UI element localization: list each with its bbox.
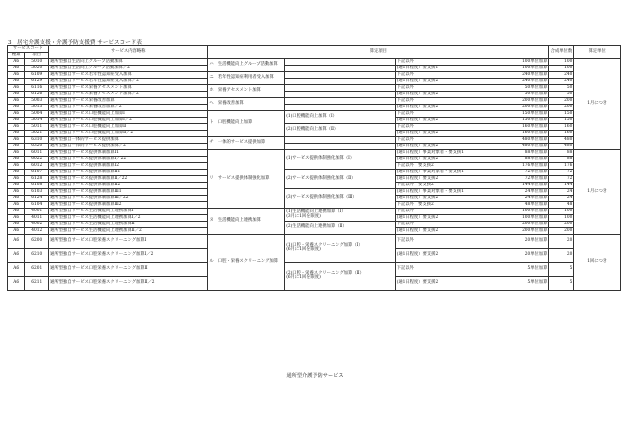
content-cell: 通所型独自サービス提供体制加算Ⅰ2	[49, 163, 208, 170]
kind-cell: A6	[8, 150, 25, 157]
condition-cell: (通1日程度）要支援2	[395, 276, 490, 290]
table-body	[8, 59, 621, 291]
kind-cell: A6	[8, 234, 25, 248]
units-cell: 100	[549, 59, 574, 66]
condition-cell: (通1日程度）要支援2	[395, 130, 490, 137]
units-cell: 200	[549, 221, 574, 228]
units-cell: 20	[549, 248, 574, 262]
calc-sub-cell	[285, 208, 395, 221]
item-cell: 6104	[25, 202, 49, 209]
content-cell: 通所型独自生活向上グループ活動加算	[49, 59, 208, 66]
amount-cell: 160単位加算	[490, 130, 549, 137]
amount-cell: 88単位加算	[490, 150, 549, 157]
item-cell: 6012	[25, 163, 49, 170]
condition-cell: 下記以外 要支援2	[395, 182, 490, 189]
condition-cell: 下記以外	[395, 111, 490, 118]
item-cell: 6109	[25, 72, 49, 79]
units-cell: 88	[549, 150, 574, 157]
content-cell: 通所型独自サービス提供体制加算Ⅰ／22	[49, 156, 208, 163]
table-row	[8, 262, 621, 276]
content-cell: 通所型独自サービス口腔栄養スクリーニング加算Ⅱ／2	[49, 276, 208, 290]
kind-cell: A6	[8, 98, 25, 105]
amount-cell: 100単位加算	[490, 65, 549, 72]
document-title: 3 居宅介護支援・介護予防支援費 サービスコード表	[8, 40, 142, 46]
footer-label: 通所型介護予防サービス	[286, 373, 344, 379]
service-code-table	[7, 45, 621, 291]
units-cell: 144	[549, 182, 574, 189]
calc-group-label: ヘ 栄養改善加算	[209, 100, 244, 106]
units-cell: 100	[549, 208, 574, 215]
item-cell: 4012	[25, 228, 49, 235]
kind-cell: A6	[8, 248, 25, 262]
item-cell: 4001	[25, 208, 49, 215]
amount-cell: 48単位加算	[490, 202, 549, 209]
calc-sub-cell	[285, 221, 395, 234]
kind-cell: A6	[8, 59, 25, 66]
amount-cell: 24単位加算	[490, 195, 549, 202]
condition-cell: 下記以外	[395, 59, 490, 66]
unit-basis-cell: 1月につき	[574, 150, 621, 235]
item-header: 項目	[25, 52, 49, 59]
condition-cell: (通1日程度）要支援1	[395, 65, 490, 72]
item-cell: 6108	[25, 182, 49, 189]
units-cell: 150	[549, 117, 574, 124]
calc-sub-label: (1)口腔・栄養スクリーニング加算（Ⅰ）	[286, 242, 363, 248]
condition-cell: (通1日程度）要支援2	[395, 176, 490, 183]
content-cell: 通所型独自サービス口腔栄養スクリーニング加算Ⅱ	[49, 262, 208, 276]
condition-cell: 下記以外	[395, 208, 490, 215]
item-cell: 6107	[25, 169, 49, 176]
condition-cell: (通1日程度）要支援2	[395, 215, 490, 222]
units-cell: 240	[549, 72, 574, 79]
content-cell: 通所型独自サービス生活機能向上連携加算Ⅰ	[49, 208, 208, 215]
kind-cell: A6	[8, 228, 25, 235]
calc-sub-label: (2)口腔・栄養スクリーニング加算（Ⅱ）	[286, 270, 364, 276]
calc-sub-label: (1)生活機能向上連携加算（Ⅰ）	[286, 209, 346, 214]
calc-sub-label: (2)口腔機能向上加算（Ⅱ）	[286, 126, 339, 132]
calc-header: 算定項目	[208, 46, 549, 59]
amount-cell: 88単位加算	[490, 156, 549, 163]
condition-cell: 下記以外 要支援2	[395, 163, 490, 170]
units-cell: 24	[549, 195, 574, 202]
item-cell: 6126	[25, 91, 49, 98]
units-cell: 72	[549, 176, 574, 183]
amount-cell: 240単位加算	[490, 78, 549, 85]
calc-group-cell	[208, 234, 285, 290]
units-cell: 150	[549, 111, 574, 118]
content-cell: 通所型独自サービス栄養改善加算	[49, 98, 208, 105]
amount-cell: 72単位加算	[490, 169, 549, 176]
calc-group-label: ホ 栄養アセスメント加算	[209, 87, 261, 93]
condition-cell: (通1日程度）要支援2	[395, 143, 490, 150]
amount-cell: 20単位加算	[490, 248, 549, 262]
content-cell: 通所型独自サービス口腔機能向上加算Ⅰ	[49, 111, 208, 118]
condition-cell: 下記以外	[395, 262, 490, 276]
kind-cell: A6	[8, 78, 25, 85]
condition-cell: 下記以外	[395, 72, 490, 79]
units-cell: 100	[549, 215, 574, 222]
content-cell: 通所型独自サービス提供体制加算Ⅱ1	[49, 169, 208, 176]
content-cell: 通所型独自サービス栄養アセスメント加算	[49, 85, 208, 92]
kind-cell: A6	[8, 85, 25, 92]
content-cell: 通所型独自サービス提供体制加算Ⅲ2	[49, 202, 208, 209]
kind-cell: A6	[8, 137, 25, 144]
item-cell: 5014	[25, 117, 49, 124]
kind-cell: A6	[8, 202, 25, 209]
kind-cell: A6	[8, 143, 25, 150]
kind-cell: A6	[8, 169, 25, 176]
content-cell: 通所型独自サービス若年性認知症受入加算	[49, 72, 208, 79]
content-cell: 通所型独自サービス若年性認知症受入加算／2	[49, 78, 208, 85]
item-cell: 5020	[25, 65, 49, 72]
kind-header: 種類	[8, 52, 25, 59]
content-cell: 通所型独自一体的サービス提供加算／2	[49, 143, 208, 150]
item-cell: 5011	[25, 124, 49, 131]
units-cell: 176	[549, 163, 574, 170]
item-cell: 5003	[25, 98, 49, 105]
kind-cell: A6	[8, 117, 25, 124]
units-cell: 24	[549, 189, 574, 196]
units-cell: 100	[549, 65, 574, 72]
condition-cell: (通1日程度）要支援2	[395, 228, 490, 235]
units-cell: 200	[549, 104, 574, 111]
kind-cell: A6	[8, 163, 25, 170]
content-cell: 通所型独自サービス提供体制加算Ⅱ2	[49, 182, 208, 189]
content-cell: 通所型独自サービス口腔機能向上加算Ⅰ／2	[49, 117, 208, 124]
kind-cell: A6	[8, 111, 25, 118]
amount-cell: 100単位加算	[490, 208, 549, 215]
calc-sub-cell	[285, 234, 395, 262]
units-cell: 48	[549, 202, 574, 209]
kind-cell: A6	[8, 276, 25, 290]
calc-sub-cell	[285, 189, 395, 209]
item-cell: 6124	[25, 195, 49, 202]
condition-cell: 下記以外	[395, 137, 490, 144]
content-header: サービス内容略称	[49, 46, 208, 59]
calc-group-label: ル 口腔・栄養スクリーニング加算	[209, 258, 278, 264]
calc-sub-label: (3)サービス提供体制強化加算（Ⅲ）	[286, 195, 357, 200]
condition-cell: (通1日程度）事業対象者・要支援1	[395, 150, 490, 157]
item-cell: 5021	[25, 130, 49, 137]
condition-cell: (通1日程度）要支援2	[395, 195, 490, 202]
calc-group-cell	[208, 208, 285, 234]
kind-cell: A6	[8, 208, 25, 215]
item-cell: 5004	[25, 111, 49, 118]
unit-basis-cell: 1回につき	[574, 234, 621, 290]
kind-cell: A6	[8, 104, 25, 111]
units-cell: 5	[549, 262, 574, 276]
condition-cell: 下記以外	[395, 124, 490, 131]
amount-cell: 200単位加算	[490, 221, 549, 228]
amount-cell: 200単位加算	[490, 104, 549, 111]
item-cell: 6320	[25, 143, 49, 150]
condition-cell: (通1日程度）要支援2	[395, 117, 490, 124]
calc-sub-label: (2)生活機能向上連携加算（Ⅱ）	[286, 224, 347, 230]
calc-group-label: ト 口腔機能向上加算	[209, 120, 253, 126]
units-cell: 88	[549, 156, 574, 163]
amount-cell: 100単位加算	[490, 59, 549, 66]
kind-cell: A6	[8, 182, 25, 189]
units-cell: 5	[549, 276, 574, 290]
kind-cell: A6	[8, 130, 25, 137]
kind-cell: A6	[8, 262, 25, 276]
calc-sub-label: (2)サービス提供体制強化加算（Ⅱ）	[286, 175, 356, 181]
units-cell: 72	[549, 169, 574, 176]
calc-group-cell	[208, 59, 285, 72]
calc-group-label: ヌ 生活機能向上連携加算	[209, 217, 261, 223]
kind-cell: A6	[8, 72, 25, 79]
content-cell: 通所型独自サービス栄養アセスメント加算／2	[49, 91, 208, 98]
item-cell: 6022	[25, 156, 49, 163]
units-cell: 200	[549, 98, 574, 105]
calc-sub-label: (1)サービス提供体制強化加算（Ⅰ）	[286, 156, 355, 161]
kind-cell: A6	[8, 91, 25, 98]
calc-sub-cell	[285, 124, 395, 137]
calc-group-cell	[208, 137, 285, 150]
calc-group-cell	[208, 98, 285, 111]
calc-group-cell	[208, 72, 285, 85]
item-cell: 6210	[25, 248, 49, 262]
amount-cell: 480単位加算	[490, 143, 549, 150]
amount-cell: 144単位加算	[490, 182, 549, 189]
item-cell: 6211	[25, 276, 49, 290]
item-cell: 5010	[25, 59, 49, 66]
units-cell: 20	[549, 234, 574, 248]
kind-cell: A6	[8, 189, 25, 196]
table-row	[8, 234, 621, 248]
calc-sub-cell	[285, 111, 395, 124]
kind-cell: A6	[8, 221, 25, 228]
condition-cell: 下記以外 要支援2	[395, 202, 490, 209]
item-cell: 6201	[25, 262, 49, 276]
content-cell: 通所型独自サービス提供体制加算Ⅱ／22	[49, 176, 208, 183]
content-cell: 通所型独自一体的サービス提供加算	[49, 137, 208, 144]
units-cell: 50	[549, 91, 574, 98]
content-cell: 通所型独自サービス生活機能向上連携加算Ⅰ／2	[49, 215, 208, 222]
content-cell: 通所型独自サービス生活機能向上連携加算Ⅱ／2	[49, 228, 208, 235]
condition-cell: 下記以外	[395, 98, 490, 105]
calc-sub-label: (1)口腔機能向上加算（Ⅰ）	[286, 113, 337, 119]
calc-sub-note: (6月に1回を限度)	[286, 247, 321, 252]
calc-group-label: ニ 若年性認知症利用者受入加算	[209, 74, 274, 80]
units-cell: 160	[549, 124, 574, 131]
amount-cell: 150単位加算	[490, 111, 549, 118]
condition-cell: (通1日程度）要支援2	[395, 248, 490, 262]
content-cell: 通所型独自サービス口腔機能向上加算Ⅱ／2	[49, 130, 208, 137]
amount-cell: 5単位加算	[490, 262, 549, 276]
amount-cell: 50単位加算	[490, 85, 549, 92]
units-cell: 480	[549, 137, 574, 144]
calc-sub-cell	[285, 169, 395, 189]
condition-cell: 下記以外	[395, 85, 490, 92]
content-cell: 通所型独自サービス提供体制加算Ⅲ／22	[49, 195, 208, 202]
content-cell: 通所型独自サービス口腔栄養スクリーニング加算Ⅰ／2	[49, 248, 208, 262]
condition-cell: (通1日程度）事業対象者・要支援1	[395, 169, 490, 176]
amount-cell: 240単位加算	[490, 72, 549, 79]
item-cell: 6103	[25, 189, 49, 196]
amount-cell: 72単位加算	[490, 176, 549, 183]
amount-cell: 150単位加算	[490, 117, 549, 124]
service-code-header: サービスコード	[8, 46, 49, 53]
amount-cell: 160単位加算	[490, 124, 549, 131]
amount-cell: 20単位加算	[490, 234, 549, 248]
kind-cell: A6	[8, 156, 25, 163]
item-cell: 6128	[25, 176, 49, 183]
content-cell: 通所型独自サービス提供体制加算Ⅰ1	[49, 150, 208, 157]
calc-sub-cell	[285, 262, 395, 290]
condition-cell: (通1日程度）要支援2	[395, 78, 490, 85]
amount-cell: 200単位加算	[490, 228, 549, 235]
content-cell: 通所型独自サービス提供体制加算Ⅲ1	[49, 189, 208, 196]
item-cell: 6129	[25, 78, 49, 85]
calc-group-cell	[208, 85, 285, 98]
item-cell: 6200	[25, 234, 49, 248]
condition-cell: (通1日程度）要支援2	[395, 156, 490, 163]
calc-sub-note: (6月に1回を限度)	[286, 275, 321, 280]
calc-group-label: ハ 生活機能向上グループ活動加算	[209, 61, 278, 67]
condition-cell: 下記以外	[395, 234, 490, 248]
condition-cell: 下記以外	[395, 221, 490, 228]
calc-group-cell	[208, 111, 285, 137]
item-cell: 6116	[25, 85, 49, 92]
units-cell: 240	[549, 78, 574, 85]
condition-cell: (通1日程度）要支援2	[395, 91, 490, 98]
units-cell: 160	[549, 130, 574, 137]
content-cell: 通所型独自生活向上グループ活動加算／2	[49, 65, 208, 72]
calc-group-label: リ サービス提供体制強化加算	[209, 175, 270, 181]
item-cell: 4002	[25, 221, 49, 228]
calc-sub-note: (3月に1回を限度)	[286, 213, 321, 219]
unit-basis-cell: 1月につき	[574, 59, 621, 150]
amount-cell: 50単位加算	[490, 91, 549, 98]
kind-cell: A6	[8, 124, 25, 131]
amount-cell: 176単位加算	[490, 163, 549, 170]
condition-cell: (通1日程度）要支援2	[395, 104, 490, 111]
units-cell: 50	[549, 85, 574, 92]
kind-cell: A6	[8, 65, 25, 72]
units-cell: 200	[549, 228, 574, 235]
amount-cell: 480単位加算	[490, 137, 549, 144]
calc-group-cell	[208, 150, 285, 209]
content-cell: 通所型独自サービス口腔栄養スクリーニング加算Ⅰ	[49, 234, 208, 248]
item-cell: 5013	[25, 104, 49, 111]
item-cell: 6310	[25, 137, 49, 144]
content-cell: 通所型独自サービス生活機能向上連携加算Ⅱ	[49, 221, 208, 228]
kind-cell: A6	[8, 176, 25, 183]
units-cell: 480	[549, 143, 574, 150]
amount-cell: 5単位加算	[490, 276, 549, 290]
unit-basis-header: 算定単位	[574, 46, 621, 59]
content-cell: 通所型独自サービス口腔機能向上加算Ⅱ	[49, 124, 208, 131]
kind-cell: A6	[8, 215, 25, 222]
content-cell: 通所型独自サービス栄養改善加算／2	[49, 104, 208, 111]
amount-cell: 100単位加算	[490, 215, 549, 222]
condition-cell: (通1日程度）事業対象者・要支援1	[395, 189, 490, 196]
calc-sub-cell	[285, 150, 395, 170]
amount-cell: 200単位加算	[490, 98, 549, 105]
item-cell: 6011	[25, 150, 49, 157]
units-header: 合成単位数	[549, 46, 574, 59]
kind-cell: A6	[8, 195, 25, 202]
item-cell: 4011	[25, 215, 49, 222]
amount-cell: 24単位加算	[490, 189, 549, 196]
calc-group-label: チ 一体的サービス提供加算	[209, 139, 266, 145]
